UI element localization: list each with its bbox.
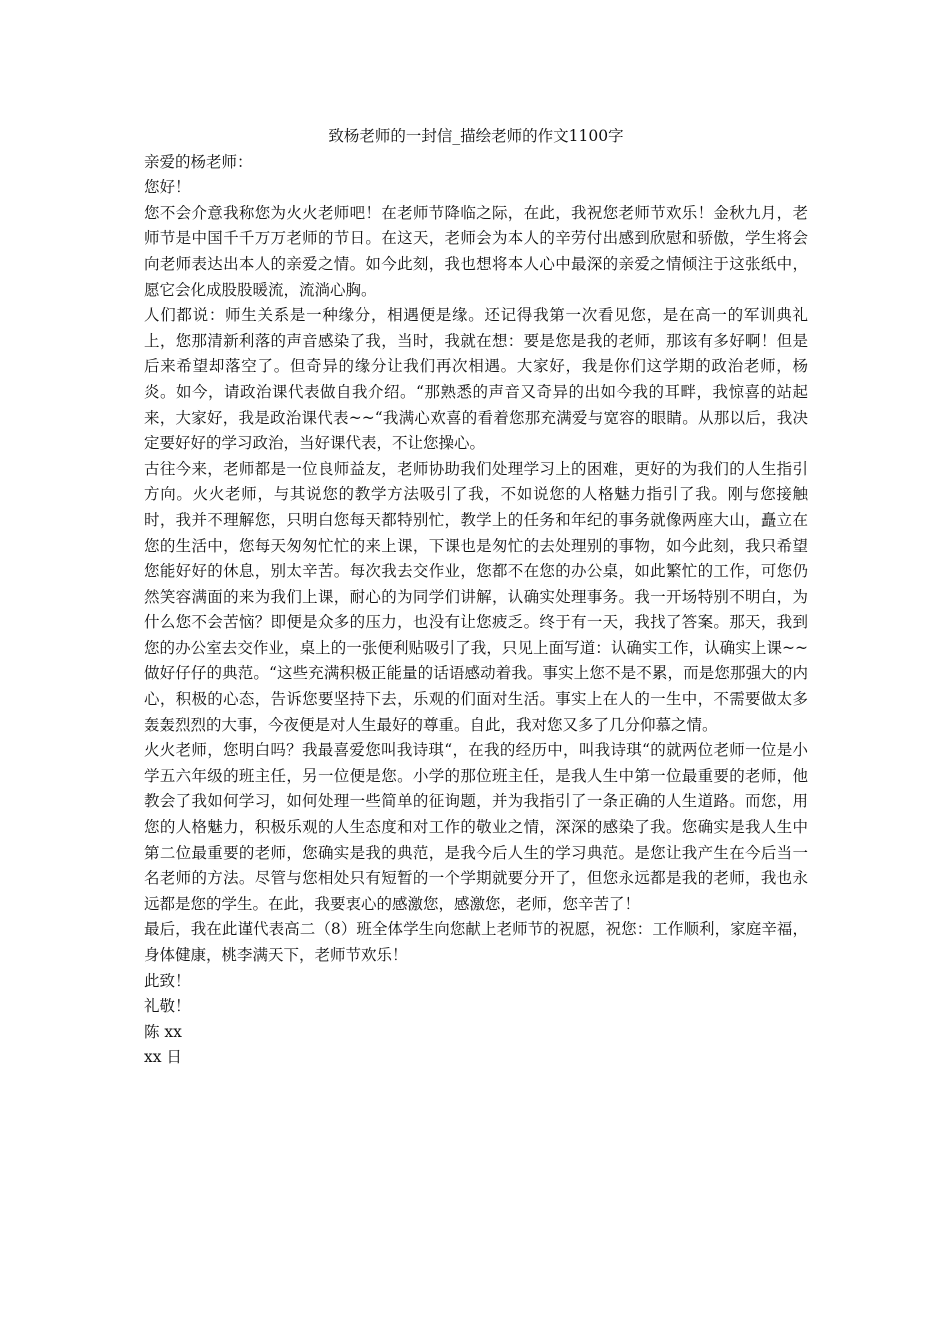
signature: 陈 xx (144, 1022, 182, 1041)
document-title: 致杨老师的一封信_描绘老师的作文1100字 (328, 127, 624, 145)
closing: 此致！ (144, 971, 191, 990)
paragraph: 您不会介意我称您为火火老师吧！在老师节降临之际，在此，我祝您老师节欢乐！金秋九月，老师节是中国千千万万老师的节日。在这天，老师会为本人的辛劳付出感到欣慰和骄傲，学生将会向老师表达出本人的亲爱之情。如今此刻，我也想将本人心中最深的亲爱之情倾注于这张纸中，愿它会化成股股暖流，流淌心胸。 (144, 203, 808, 299)
salutation: 亲爱的杨老师： (144, 152, 253, 171)
paragraph: 火火老师，您明白吗？我最喜爱您叫我诗琪“，在我的经历中，叫我诗琪“的就两位老师一位是小学五六年级的班主任，另一位便是您。小学的那位班主任，是我人生中第一位最重要的老师，他教会了我如何学习，如何处理一些简单的征询题，并为我指引了一条正确的人生道路。而您，用您的人格魅力，积极乐观的人生态度和对工作的敬业之情，深深的感染了我。您确实是我人生中第二位最重要的老师，您确实是我的典范，是我今后人生的学习典范。是您让我产生在今后当一名老师的方法。尽管与您相处只有短暂的一个学期就要分开了，但您永远都是我的老师，我也永远都是您的学生。在此，我要衷心的感激您，感激您，老师，您辛苦了！ (144, 741, 808, 913)
greeting: 您好！ (144, 178, 191, 197)
paragraph: 最后，我在此谨代表高二（8）班全体学生向您献上老师节的祝愿，祝您：工作顺利，家庭辛福，身体健康，桃李满天下，老师节欢乐！ (144, 920, 808, 964)
paragraph: 古往今来，老师都是一位良师益友，老师协助我们处理学习上的困难，更好的为我们的人生指引方向。火火老师，与其说您的教学方法吸引了我，不如说您的人格魅力指引了我。刚与您接触时，我并不理解您，只明白您每天都特别忙，教学上的任务和年纪的事务就像两座大山，矗立在您的生活中，您每天匆匆忙忙的来上课，下课也是匆忙的去处理别的事物，如今此刻，我只希望您能好好的休息，别太辛苦。每次我去交作业，您都不在您的办公桌，如此繁忙的工作，可您仍然笑容满面的来为我们上课，耐心的为同学们讲解，认确实处理事务。我一开场特别不明白，为什么您不会苦恼？即便是众多的压力，也没有让您疲乏。终于有一天，我找了答案。那天，我到您的办公室去交作业，桌上的一张便利贴吸引了我，只见上面写道：认确实工作，认确实上课~~做好仔仔的典范。“这些充满积极正能量的话语感动着我。事实上您不是不累，而是您那强大的内心，积极的心态，告诉您要坚持下去，乐观的们面对生活。事实上在人的一生中，不需要做太多轰轰烈烈的大事，今夜便是对人生最好的尊重。自此，我对您又多了几分仰慕之情。 (144, 459, 808, 734)
letter-body (144, 124, 808, 1071)
regards: 礼敬！ (144, 997, 191, 1016)
paragraph: 人们都说：师生关系是一种缘分，相遇便是缘。还记得我第一次看见您，是在高一的军训典礼上，您那清新利落的声音感染了我，当时，我就在想：要是您是我的老师，那该有多好啊！但是后来希望却落空了。但奇异的缘分让我们再次相遇。大家好，我是你们这学期的政治老师，杨炎。如今，请政治课代表做自我介绍。“那熟悉的声音又奇异的出如今我的耳畔，我惊喜的站起来，大家好，我是政治课代表~~“我满心欢喜的看着您那充满爱与宽容的眼睛。从那以后，我决定要好好的学习政治，当好课代表，不让您操心。 (144, 306, 808, 453)
date: xx 日 (144, 1048, 182, 1067)
